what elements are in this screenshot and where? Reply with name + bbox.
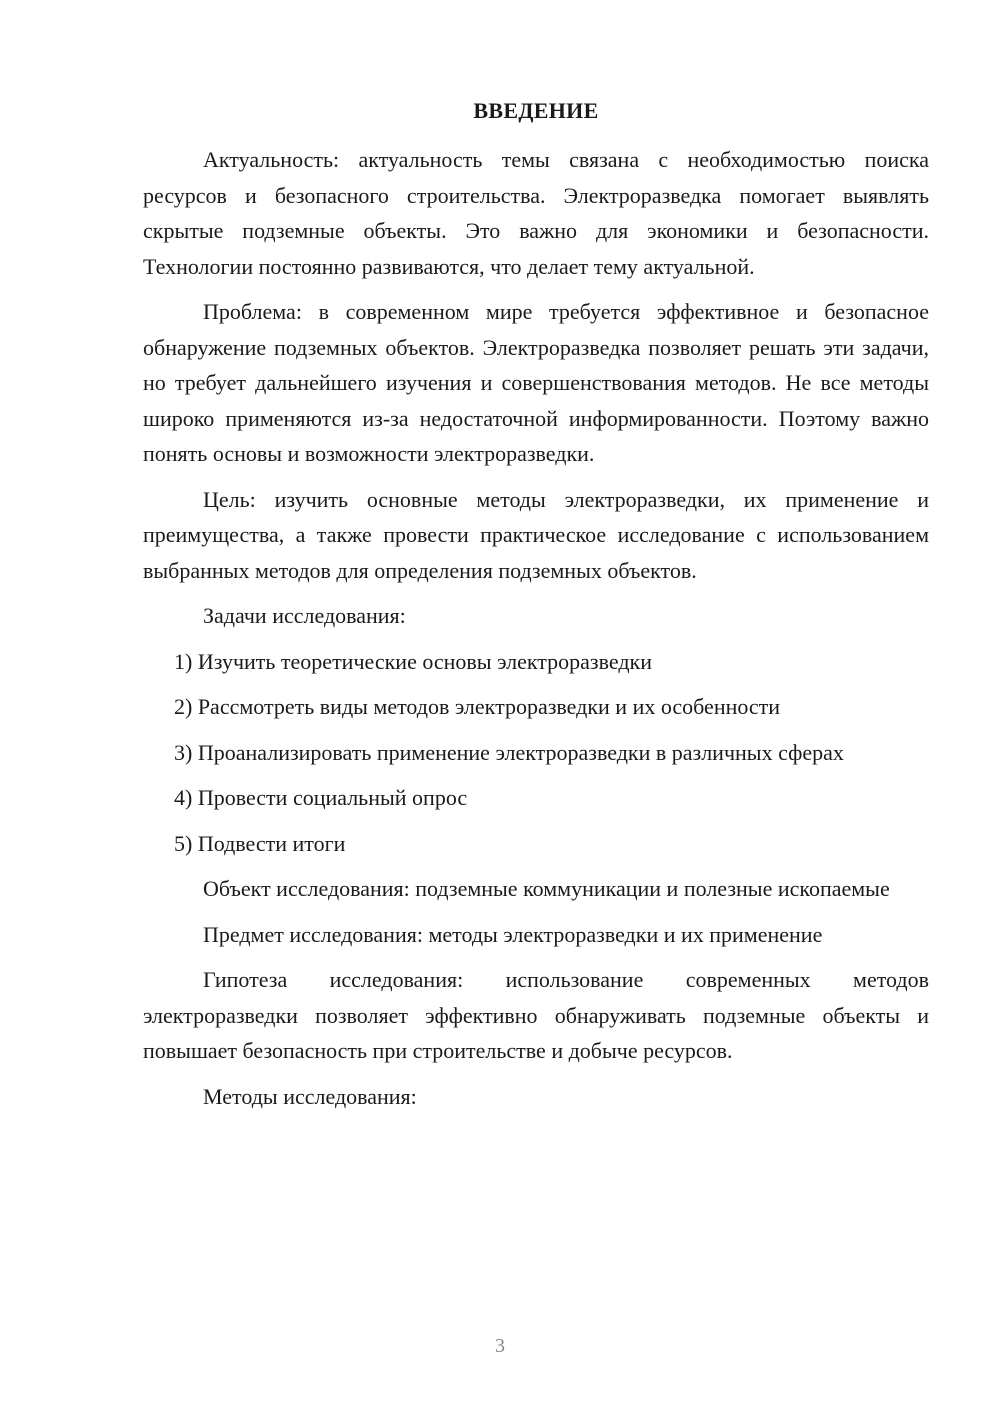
paragraph-goal: Цель: изучить основные методы электроразведки, их применение и преимущества, а также провести практическое исследование с использованием выбранных методов для определения подземных объектов. [143, 486, 929, 583]
task-item: 2) Рассмотреть виды методов электроразведки и их особенности [174, 694, 781, 719]
task-item: 1) Изучить теоретические основы электроразведки [174, 648, 652, 674]
paragraph-tasks-heading: Задачи исследования: [203, 603, 406, 628]
task-item: 5) Подвести итоги [174, 830, 346, 856]
paragraph-hypothesis: Гипотеза исследования: использование современных методов электроразведки позволяет эффективно обнаруживать подземные объекты и повышает безопасность при строительстве и добыче ресурсов. [143, 967, 929, 1063]
task-item: 4) Провести социальный опрос [174, 785, 468, 810]
task-item: 3) Проанализировать применение электроразведки в различных сферах [174, 739, 844, 765]
paragraph-object: Объект исследования: подземные коммуникации и полезные ископаемые [203, 876, 890, 901]
body-text [143, 142, 929, 1114]
paragraph-methods-heading: Методы исследования: [203, 1083, 417, 1109]
page-number: 3 [495, 1335, 505, 1357]
paragraph-problem: Проблема: в современном мире требуется эффективное и безопасное обнаружение подземных объектов. Электроразведка позволяет решать эти задачи, но требует дальнейшего изучения и совершенствования методов. Не все методы широко применяются из-за недостаточной информированности. Поэтому важно понять основы и возможности электроразведки. [143, 299, 929, 466]
paragraph-subject: Предмет исследования: методы электроразведки и их применение [203, 921, 823, 947]
section-title: ВВЕДЕНИЕ [473, 98, 599, 123]
paragraph-relevance: Актуальность: актуальность темы связана с необходимостью поиска ресурсов и безопасного строительства. Электроразведка помогает выявлять скрытые подземные объекты. Это важно для экономики и безопасности. Технологии постоянно развиваются, что делает тему актуальной. [143, 147, 929, 279]
